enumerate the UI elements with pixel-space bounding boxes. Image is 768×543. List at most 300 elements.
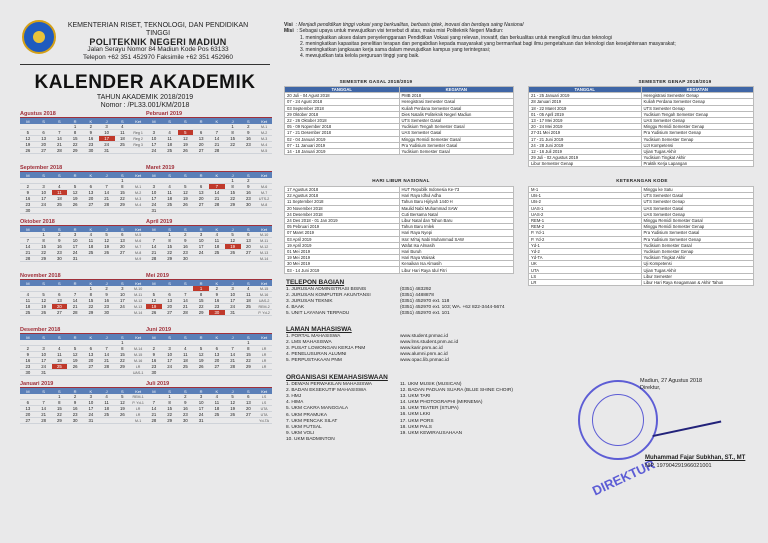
page-title: KALENDER AKADEMIK xyxy=(34,72,256,93)
calendar-month xyxy=(146,165,272,214)
institution-logo xyxy=(22,20,56,54)
day-cell: 31 xyxy=(225,310,241,316)
day-cell: 7 xyxy=(146,238,162,244)
week-note: M-7 xyxy=(256,190,272,196)
day-cell: 7 xyxy=(67,292,83,298)
day-cell: 8 xyxy=(162,400,178,406)
table-cell: Uji Kompetensi xyxy=(641,261,754,267)
day-cell: 9 xyxy=(83,130,99,136)
day-cell: 17 xyxy=(162,358,178,364)
org-item: 14. UKM PHOTOGRAPHI (MIRNEMA) xyxy=(400,400,483,406)
day-head: R xyxy=(193,334,209,340)
table-cell: PMB 2018 xyxy=(399,93,514,99)
day-cell: 29 xyxy=(83,310,99,316)
table-cell: 29 Oktober 2018 xyxy=(285,111,400,117)
day-cell: 20 xyxy=(83,358,99,364)
day-cell: 20 xyxy=(83,196,99,202)
month-table xyxy=(146,226,272,262)
day-head: J xyxy=(99,118,115,124)
table-cell: HUT Republik Indonesia Ke-73 xyxy=(399,187,514,193)
day-head: Ket xyxy=(130,226,146,232)
day-cell: 22 xyxy=(83,304,99,310)
table-cell: Uts-2 xyxy=(529,199,642,205)
day-cell: 30 xyxy=(241,202,257,208)
day-cell: 3 xyxy=(36,346,52,352)
day-cell: 18 xyxy=(52,196,68,202)
day-cell: 21 xyxy=(209,196,225,202)
institution-header xyxy=(58,22,258,62)
day-cell: 16 xyxy=(20,196,36,202)
day-cell: 13 xyxy=(36,136,52,142)
day-cell: 15 xyxy=(162,244,178,250)
day-head: S xyxy=(52,172,68,178)
day-cell: 7 xyxy=(99,346,115,352)
day-head: K xyxy=(83,280,99,286)
day-head: S xyxy=(241,388,257,394)
day-head: S xyxy=(36,334,52,340)
day-cell: 25 xyxy=(83,250,99,256)
table-cell: 07 - 24 Agust 2018 xyxy=(285,99,400,105)
day-cell xyxy=(225,370,241,376)
week-note: M-7 xyxy=(130,244,146,250)
week-row xyxy=(20,208,146,214)
day-cell: 23 xyxy=(20,202,36,208)
day-cell: 15 xyxy=(67,136,83,142)
table-cell: Maulid Nabi Muhammad SAW xyxy=(399,205,514,211)
table-cell: Minggu Remidi Semester Gasal xyxy=(399,136,514,142)
day-head: S xyxy=(178,334,194,340)
document-number: Nomor : /PL33.001/KM/2018 xyxy=(100,102,190,109)
day-cell: 26 xyxy=(178,148,194,154)
day-cell: 25 xyxy=(241,304,257,310)
day-cell: 6 xyxy=(20,400,36,406)
day-cell: 11 xyxy=(52,352,68,358)
misi-1: 1. meningkatkan akses dalam penyelenggaraan Pendidikan Vokasi yang relevan, inovatif, dan berkualitas untuk mengikuti ilmu dan teknologi xyxy=(300,34,612,41)
day-head: S xyxy=(36,172,52,178)
day-cell: 24 xyxy=(193,250,209,256)
day-head: J xyxy=(225,388,241,394)
day-cell: 11 xyxy=(99,400,115,406)
day-cell: 9 xyxy=(146,352,162,358)
day-cell: 3 xyxy=(115,286,131,292)
day-cell: 16 xyxy=(178,244,194,250)
week-note: M-4 xyxy=(130,202,146,208)
day-cell: 25 xyxy=(209,412,225,418)
week-note: LR xyxy=(130,412,146,418)
org-item: 11. UKM MUSIK (MUSICAN) xyxy=(400,382,462,387)
day-cell xyxy=(209,256,225,262)
day-cell: 1 xyxy=(162,232,178,238)
day-cell: 10 xyxy=(193,238,209,244)
table-cell: Hari Buruh xyxy=(399,248,514,254)
day-head: K xyxy=(209,172,225,178)
day-cell: 29 xyxy=(193,310,209,316)
table-cell: Praktik Kerja Lapangan xyxy=(641,161,754,167)
day-cell: 24 xyxy=(146,202,162,208)
day-cell: 6 xyxy=(83,184,99,190)
day-head: Ket xyxy=(256,280,272,286)
laman-urls xyxy=(400,334,540,364)
day-cell: 21 xyxy=(67,304,83,310)
laman-url: www.opac.lib.pnmac.id xyxy=(400,358,449,364)
day-cell: 27 xyxy=(193,202,209,208)
day-cell xyxy=(193,208,209,214)
day-cell: 28 xyxy=(146,418,162,424)
day-cell: 28 xyxy=(99,364,115,370)
day-cell: 4 xyxy=(52,184,68,190)
day-cell: 15 xyxy=(52,406,68,412)
day-cell: 1 xyxy=(52,394,68,400)
day-cell: 11 xyxy=(162,190,178,196)
day-cell: 14 xyxy=(67,298,83,304)
day-cell: 25 xyxy=(162,202,178,208)
day-head: Ket xyxy=(256,388,272,394)
week-note: LR xyxy=(130,364,146,370)
day-cell: 18 xyxy=(178,358,194,364)
org-item: 3. HMJ xyxy=(286,394,302,400)
month-name: Mei 2019 xyxy=(146,273,272,280)
day-cell: 4 xyxy=(115,124,131,130)
month-table xyxy=(20,334,146,376)
table-cell: UAS Semester Gasal xyxy=(399,130,514,136)
month-table xyxy=(146,118,272,154)
day-cell: 18 xyxy=(20,304,36,310)
week-note: M-16 xyxy=(130,358,146,364)
day-cell: 2 xyxy=(83,124,99,130)
org-list-2 xyxy=(400,382,550,437)
table-cell: 28 Januari 2019 xyxy=(529,99,642,105)
table-cell: M-1 xyxy=(529,187,642,193)
day-cell: 31 xyxy=(67,256,83,262)
day-cell: 2 xyxy=(209,286,225,292)
day-cell: 27 xyxy=(193,148,209,154)
day-cell: 25 xyxy=(20,310,36,316)
day-cell: 13 xyxy=(162,298,178,304)
day-head: S xyxy=(162,118,178,124)
day-cell xyxy=(209,208,225,214)
day-cell: 19 xyxy=(225,244,241,250)
day-cell xyxy=(225,148,241,154)
telepon-numbers xyxy=(400,287,540,317)
week-note: M-14 xyxy=(256,256,272,262)
day-cell: 20 xyxy=(52,304,68,310)
header-cell: KEGIATAN xyxy=(399,87,514,93)
day-cell: 9 xyxy=(209,292,225,298)
telepon-item: 1. JURUSAN ADMINISTRASI BISNIS xyxy=(286,287,367,293)
day-cell: 25 xyxy=(115,142,131,148)
org-item: 15. UKM TEATER (STUPA) xyxy=(400,406,459,412)
day-cell: 10 xyxy=(193,400,209,406)
week-note: M-4 xyxy=(256,142,272,148)
day-head: M xyxy=(20,226,36,232)
day-cell: 20 xyxy=(115,244,131,250)
day-head: M xyxy=(146,226,162,232)
week-note: REM-2 xyxy=(256,304,272,310)
table-cell: LR xyxy=(529,279,642,285)
day-cell: 5 xyxy=(67,346,83,352)
day-head: S xyxy=(162,172,178,178)
day-cell: 22 xyxy=(162,412,178,418)
table-cell: UJI Kompetensi xyxy=(641,142,754,148)
day-cell: 10 xyxy=(146,190,162,196)
org-item: 1. DEWAN PERWAKILAN MAHASISWA xyxy=(286,382,373,388)
day-cell: 23 xyxy=(83,142,99,148)
day-cell: 10 xyxy=(146,136,162,142)
week-note: M-2 xyxy=(130,190,146,196)
week-note: LR xyxy=(256,352,272,358)
day-cell: 25 xyxy=(178,364,194,370)
table-cell: Tahun Baru Imlek xyxy=(399,224,514,230)
day-cell: 9 xyxy=(20,352,36,358)
day-cell: 10 xyxy=(67,238,83,244)
table-cell: Yudisium Tingkat Akhir xyxy=(641,255,754,261)
day-cell xyxy=(209,418,225,424)
day-cell: 12 xyxy=(67,190,83,196)
table-cell: Libur Natal dan Tahun Baru xyxy=(399,217,514,223)
day-cell: 3 xyxy=(67,232,83,238)
day-head: M xyxy=(146,334,162,340)
day-cell: 16 xyxy=(241,190,257,196)
laman-heading: LAMAN MAHASISWA xyxy=(286,326,352,333)
day-cell xyxy=(67,370,83,376)
day-cell xyxy=(225,418,241,424)
telepon-item: 3. JURUSAN TEKNIK xyxy=(286,299,333,305)
org-item: 19. UKM KEWIRAUSAHAAN xyxy=(400,430,463,436)
day-head: S xyxy=(162,388,178,394)
day-cell: 26 xyxy=(99,250,115,256)
table-cell: 12 - 16 Juli 2019 xyxy=(529,148,642,154)
day-cell: 13 xyxy=(193,136,209,142)
day-cell: 22 xyxy=(67,142,83,148)
day-cell: 26 xyxy=(225,412,241,418)
day-cell xyxy=(241,148,257,154)
day-cell: 21 xyxy=(99,358,115,364)
month-name: November 2018 xyxy=(20,273,146,280)
week-note: M-1 xyxy=(130,418,146,424)
day-head: J xyxy=(99,172,115,178)
day-cell: 12 xyxy=(225,238,241,244)
day-cell: 19 xyxy=(20,142,36,148)
day-cell: 27 xyxy=(36,148,52,154)
telepon-list xyxy=(286,280,416,318)
calendar-month xyxy=(20,381,146,424)
day-head: Ket xyxy=(130,172,146,178)
day-cell: 15 xyxy=(83,298,99,304)
visi-text: : Menjadi pendidikan tinggi vokasi yang berkualitas, berbasis iptek, inovasi dan berdaya saing Nasional xyxy=(295,22,524,28)
table-cell: UAS Semester Genap xyxy=(641,117,754,123)
day-head: R xyxy=(193,280,209,286)
day-cell xyxy=(52,208,68,214)
day-cell: 14 xyxy=(36,406,52,412)
table-cell: 24 Des 2018 - 01 Jan 2019 xyxy=(285,217,400,223)
week-row xyxy=(146,148,272,154)
day-cell: 16 xyxy=(83,136,99,142)
ganjil-table-box xyxy=(284,86,514,155)
day-head: J xyxy=(225,334,241,340)
day-cell: 24 xyxy=(115,304,131,310)
day-cell: 2 xyxy=(178,394,194,400)
week-note: M-15 xyxy=(256,286,272,292)
day-head: S xyxy=(115,334,131,340)
table-cell: Libur Semester xyxy=(641,273,754,279)
laman-item: 5. PERPUSTAKAAN PNM xyxy=(286,358,342,364)
day-head: J xyxy=(225,280,241,286)
day-head: R xyxy=(193,172,209,178)
table-cell: 01 - 05 April 2019 xyxy=(529,111,642,117)
subtitle-block xyxy=(20,94,270,110)
header-cell: TANGGAL xyxy=(285,87,400,93)
day-cell: 22 xyxy=(36,250,52,256)
day-cell: 19 xyxy=(225,406,241,412)
day-cell: 27 xyxy=(20,418,36,424)
table-cell: 20 - 24 Mei 2019 xyxy=(529,124,642,130)
day-cell: 5 xyxy=(225,394,241,400)
day-cell: 24 xyxy=(225,304,241,310)
day-head: S xyxy=(178,226,194,232)
day-cell: 22 xyxy=(162,250,178,256)
table-cell: Minggu ke Satu xyxy=(641,187,754,193)
day-cell: 16 xyxy=(52,244,68,250)
official-stamp-inner xyxy=(592,394,644,446)
day-cell: 12 xyxy=(193,352,209,358)
day-cell xyxy=(209,370,225,376)
day-cell: 28 xyxy=(67,310,83,316)
table-cell: 20 November 2018 xyxy=(285,205,400,211)
day-cell: 25 xyxy=(162,148,178,154)
day-cell: 20 xyxy=(241,406,257,412)
table-cell: Yudisium Tengah Semester Gasal xyxy=(399,124,514,130)
visi-misi xyxy=(284,22,754,60)
table-cell: UAS Semester Genap xyxy=(641,211,754,217)
day-cell: 1 xyxy=(225,178,241,184)
day-cell: 23 xyxy=(209,304,225,310)
day-head: M xyxy=(20,280,36,286)
day-cell: 13 xyxy=(83,190,99,196)
day-cell: 8 xyxy=(67,130,83,136)
day-cell: 4 xyxy=(178,346,194,352)
table-cell: Libur Hari Raya Keagamaan & Akhir Tahun xyxy=(641,279,754,285)
day-cell: 31 xyxy=(146,208,162,214)
day-cell: 18 xyxy=(83,244,99,250)
table-cell: REM-1 xyxy=(529,217,642,223)
week-note: M-10 xyxy=(130,286,146,292)
misi-4: 4. mewujudkan tata kelola perguruan tinggi yang baik. xyxy=(300,53,420,60)
day-cell xyxy=(225,256,241,262)
day-cell: 16 xyxy=(241,136,257,142)
day-cell: 22 xyxy=(193,304,209,310)
day-cell: 23 xyxy=(99,304,115,310)
day-cell: 4 xyxy=(241,286,257,292)
day-head: J xyxy=(225,226,241,232)
day-head: K xyxy=(209,388,225,394)
day-cell: 21 xyxy=(209,142,225,148)
day-head: Ket xyxy=(256,172,272,178)
day-cell: 12 xyxy=(115,400,131,406)
table-cell: 17 - 21 Juni 2019 xyxy=(529,136,642,142)
day-head: Ket xyxy=(130,118,146,124)
day-cell: 12 xyxy=(178,190,194,196)
day-head: S xyxy=(241,118,257,124)
table-row xyxy=(529,279,754,285)
table-cell: 17 - 21 Desember 2018 xyxy=(285,130,400,136)
week-note: UTA xyxy=(256,406,272,412)
week-note: REM-1 xyxy=(130,394,146,400)
day-cell: 25 xyxy=(209,250,225,256)
day-cell: 17 xyxy=(67,244,83,250)
day-cell: 27 xyxy=(241,412,257,418)
day-cell: 5 xyxy=(178,184,194,190)
day-head: J xyxy=(99,226,115,232)
day-cell: 1 xyxy=(241,340,257,346)
day-cell: 19 xyxy=(67,196,83,202)
visi-label: Visi xyxy=(284,22,293,28)
day-head: S xyxy=(52,334,68,340)
day-cell: 18 xyxy=(241,298,257,304)
day-head: S xyxy=(241,280,257,286)
table-cell: Yudisium Semester Gasal xyxy=(641,242,754,248)
day-cell: 14 xyxy=(209,190,225,196)
day-head: K xyxy=(209,226,225,232)
day-cell: 8 xyxy=(115,346,131,352)
table-cell: 30 Mei 2019 xyxy=(285,261,400,267)
day-head: R xyxy=(67,226,83,232)
header-cell: KEGIATAN xyxy=(641,87,754,93)
day-cell: 15 xyxy=(115,190,131,196)
day-cell: 18 xyxy=(115,136,131,142)
day-cell: 23 xyxy=(20,364,36,370)
week-note: M-16 xyxy=(256,292,272,298)
day-cell: 11 xyxy=(20,298,36,304)
day-cell: 31 xyxy=(193,418,209,424)
day-head: K xyxy=(209,118,225,124)
week-note xyxy=(256,370,272,376)
day-cell: 5 xyxy=(193,346,209,352)
table-cell: 22 - 26 Oktober 2018 xyxy=(285,117,400,123)
day-cell: 12 xyxy=(146,298,162,304)
day-cell: 29 xyxy=(162,256,178,262)
week-note: M-3 xyxy=(256,136,272,142)
day-head: S xyxy=(36,118,52,124)
day-cell: 8 xyxy=(36,238,52,244)
laman-item: 4. PENELUSURAN ALUMNI xyxy=(286,352,347,358)
day-cell: 6 xyxy=(36,130,52,136)
day-cell: 26 xyxy=(67,202,83,208)
table-cell: Ujian Tugas Akhir xyxy=(641,267,754,273)
day-cell: 10 xyxy=(36,352,52,358)
day-head: R xyxy=(193,226,209,232)
day-cell: 13 xyxy=(241,400,257,406)
day-head: R xyxy=(67,334,83,340)
day-head: K xyxy=(209,280,225,286)
day-cell: 16 xyxy=(146,358,162,364)
day-head: S xyxy=(36,388,52,394)
table-row xyxy=(285,148,514,154)
laman-url: www.karir.pnm.ac.id xyxy=(400,346,443,352)
week-note: UTA xyxy=(256,412,272,418)
week-row xyxy=(20,418,146,424)
day-cell: 2 xyxy=(67,394,83,400)
telepon-number: (0351) 452970 ext. 101 xyxy=(400,311,450,317)
day-head: S xyxy=(115,280,131,286)
table-cell: 13 - 17 Mei 2019 xyxy=(529,117,642,123)
day-cell: 27 xyxy=(52,310,68,316)
day-cell: 6 xyxy=(52,292,68,298)
day-head: M xyxy=(146,118,162,124)
day-cell: 1 xyxy=(115,340,131,346)
day-head: J xyxy=(99,334,115,340)
month-name: Juni 2019 xyxy=(146,327,272,334)
calendar-month xyxy=(20,219,146,262)
